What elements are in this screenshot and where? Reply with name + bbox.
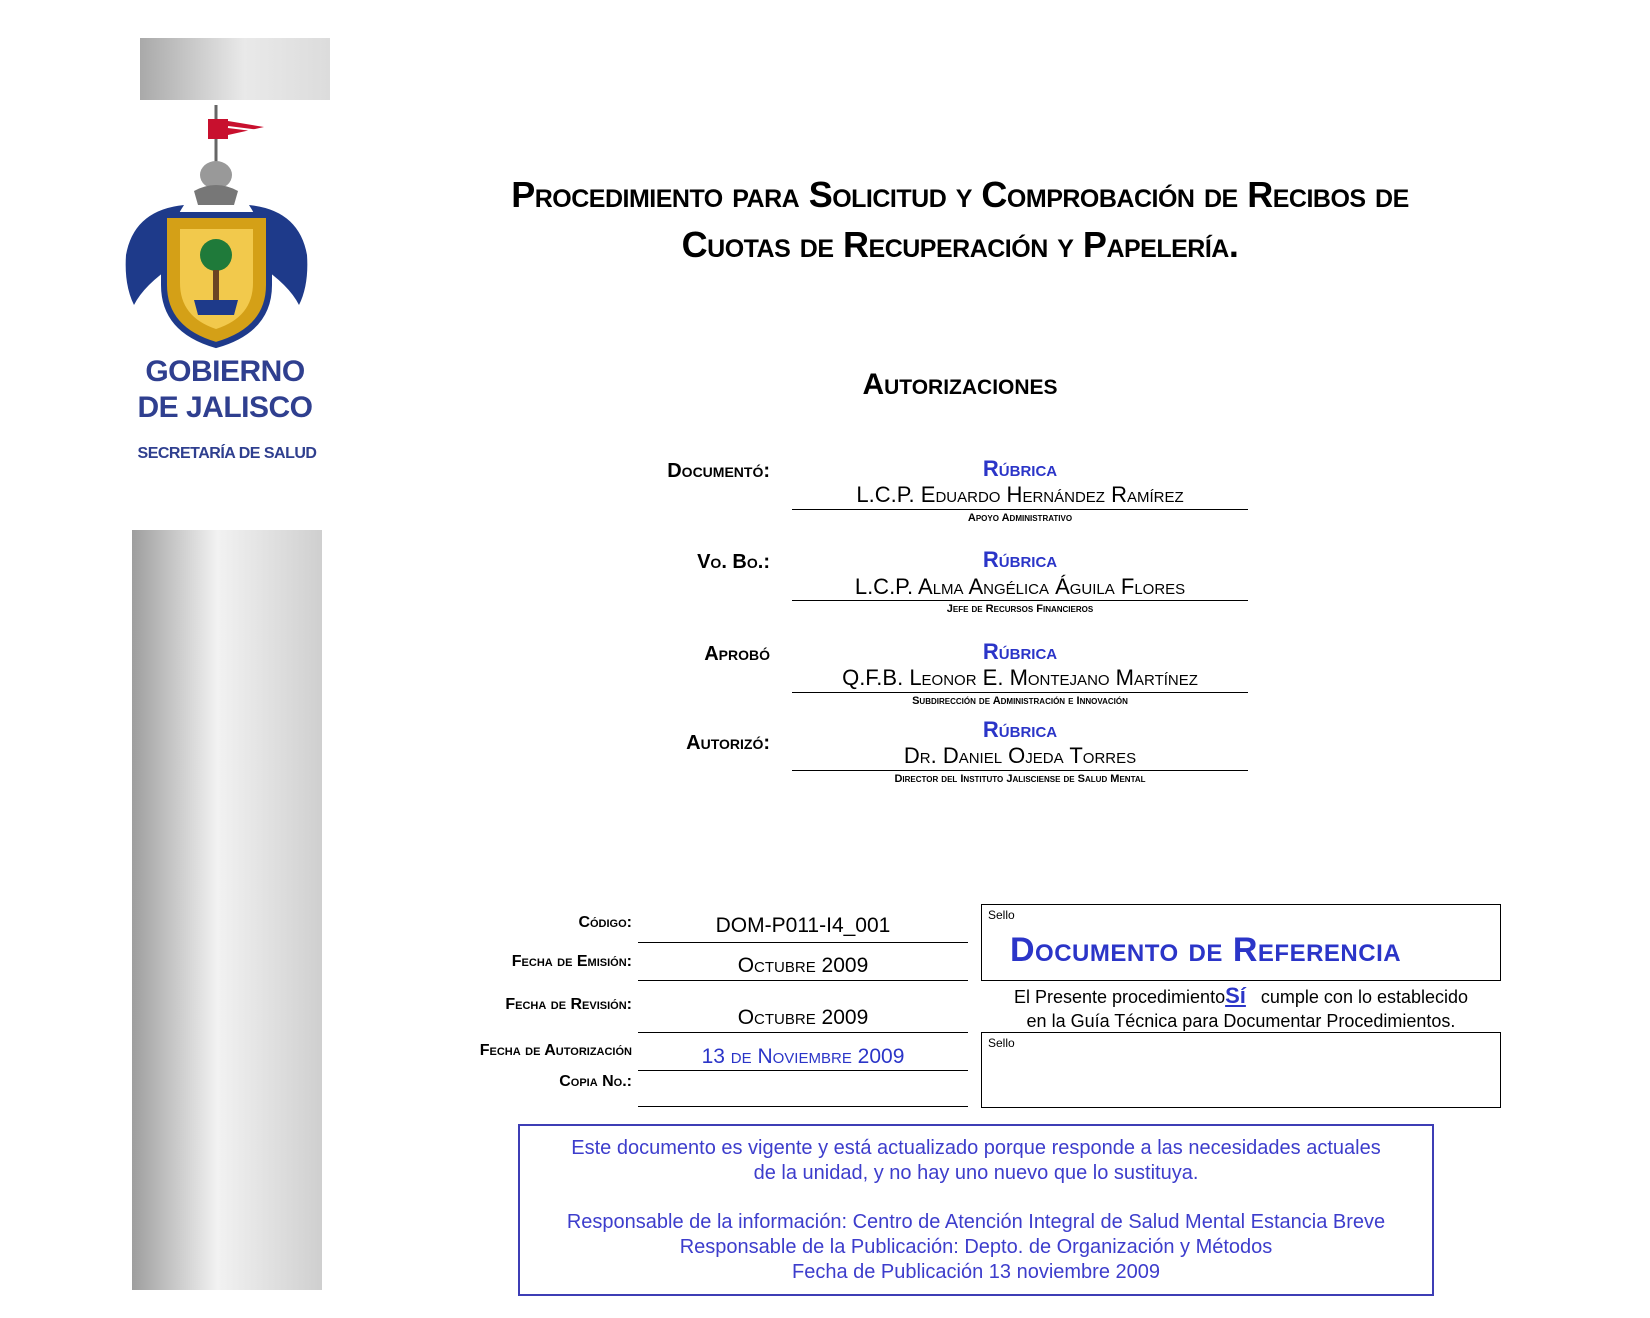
notice-line4: Responsable de la Publicación: Depto. de Organización y Métodos: [679, 1236, 1273, 1258]
header-gray-bar: [140, 38, 330, 100]
document-title: [350, 170, 1570, 270]
notice-line3: Responsable de la información: Centro de Atención Integral de Salud Mental Estancia Breve: [566, 1211, 1386, 1233]
auth-label-vobo: Vo. Bo.:: [697, 551, 770, 573]
revision-value: Octubre 2009: [737, 1006, 869, 1029]
autorizacion-label: Fecha de Autorización: [479, 1042, 632, 1059]
reference-document-title: Documento de Referencia: [1010, 931, 1402, 969]
rubrica-documento: Rúbrica: [982, 456, 1058, 481]
signer-position-aprobo: Subdirección de Administración e Innovación: [912, 695, 1128, 707]
notice-line2: de la unidad, y no hay uno nuevo que lo sustituya.: [753, 1162, 1199, 1184]
rubrica-aprobo: Rúbrica: [982, 639, 1058, 664]
field-line: [638, 1106, 968, 1107]
codigo-value: DOM-P011-I4_001: [715, 914, 891, 937]
field-line: [638, 980, 968, 981]
codigo-label: Código:: [578, 914, 632, 931]
sello-label: Sello: [988, 908, 1015, 922]
notice-line1: Este documento es vigente y está actualizado porque responde a las necesidades actuales: [571, 1137, 1381, 1159]
emision-value: Octubre 2009: [737, 954, 869, 977]
signature-line: [792, 770, 1248, 771]
copia-label: Copia No.:: [559, 1073, 632, 1090]
government-name-line2: DE JALISCO: [137, 391, 313, 424]
reference-statement-line1: [981, 984, 1501, 1009]
reference-seal-box: [981, 904, 1501, 981]
signer-position-autorizo: Director del Instituto Jalisciense de Salud Mental: [894, 773, 1146, 785]
left-gray-column: [132, 530, 322, 1290]
field-line: [638, 1032, 968, 1033]
second-seal-box: [981, 1032, 1501, 1108]
signer-position-documento: Apoyo Administrativo: [967, 512, 1073, 524]
signature-line: [792, 509, 1248, 510]
signer-name-aprobo: Q.F.B. Leonor E. Montejano Martínez: [842, 665, 1198, 690]
compliance-si-value: Sí: [1225, 983, 1246, 1008]
field-line: [638, 942, 968, 943]
field-line: [638, 1070, 968, 1071]
revision-label: Fecha de Revisión:: [505, 996, 632, 1013]
signer-name-documento: L.C.P. Eduardo Hernández Ramírez: [856, 482, 1184, 507]
notice-line5: Fecha de Publicación 13 noviembre 2009: [791, 1261, 1161, 1283]
signer-position-vobo: Jefe de Recursos Financieros: [946, 603, 1094, 615]
rubrica-autorizo: Rúbrica: [982, 717, 1058, 742]
reference-text-before: El Presente procedimiento: [1013, 987, 1226, 1007]
reference-statement: [981, 984, 1501, 1033]
emision-label: Fecha de Emisión:: [511, 953, 632, 970]
signer-name-autorizo: Dr. Daniel Ojeda Torres: [903, 743, 1137, 768]
signature-line: [792, 692, 1248, 693]
government-name-line1: GOBIERNO: [145, 355, 305, 388]
document-title-line2: Cuotas de Recuperación y Papelería.: [681, 224, 1239, 265]
auth-label-aprobo: Aprobó: [704, 643, 770, 665]
signature-line: [792, 600, 1248, 601]
secretariat-name: SECRETARÍA DE SALUD: [137, 445, 317, 462]
auth-label-autorizo: Autorizó:: [686, 732, 770, 754]
autorizacion-value: 13 de Noviembre 2009: [701, 1045, 905, 1068]
reference-text-after: cumple con lo establecido: [1260, 987, 1469, 1007]
signer-name-vobo: L.C.P. Alma Angélica Águila Flores: [854, 574, 1186, 599]
sello-label: Sello: [988, 1036, 1015, 1050]
document-title-line1: Procedimiento para Solicitud y Comprobación de Recibos de: [511, 174, 1409, 215]
auth-label-documento: Documentó:: [667, 460, 770, 482]
authorizations-heading: Autorizaciones: [862, 368, 1058, 401]
coat-of-arms-logo: [124, 105, 309, 350]
validity-notice-box: [518, 1124, 1434, 1296]
reference-statement-line2: en la Guía Técnica para Documentar Procedimientos.: [1026, 1011, 1456, 1031]
rubrica-vobo: Rúbrica: [982, 547, 1058, 572]
